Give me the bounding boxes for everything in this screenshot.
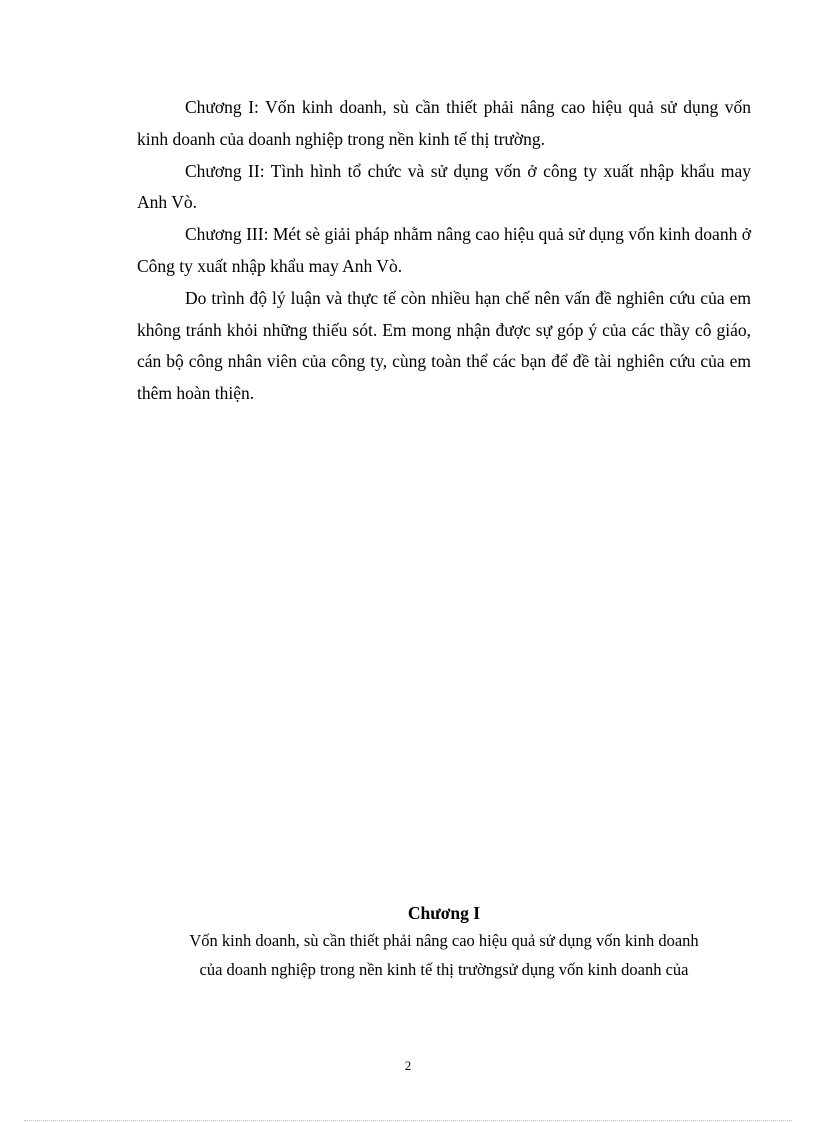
chapter-subtitle-line-1: Vốn kinh doanh, sù cần thiết phải nâng cao hiệu quả sử dụng vốn kinh doanh [189,931,699,950]
paragraph-closing-note: Do trình độ lý luận và thực tế còn nhiều hạn chế nên vấn đề nghiên cứu của em không tránh khỏi những thiếu sót. Em mong nhận được sự góp ý của các thầy cô giáo, cán bộ công nhân viên của công ty, cùng toàn thể các bạn để đề tài nghiên cứu của em thêm hoàn thiện. [137,287,751,404]
paragraph-chapter-3-summary: Chương III: Mét sè giải pháp nhằm nâng cao hiệu quả sử dụng vốn kinh doanh ở Công ty xuất nhập khẩu may Anh Vò. [137,224,751,276]
chapter-heading-block [137,900,751,984]
body-text [137,92,751,410]
chapter-subtitle-line-2: của doanh nghiệp trong nền kinh tế thị trườngsử dụng vốn kinh doanh của [199,960,689,979]
page-bottom-divider [24,1120,792,1121]
paragraph-chapter-2-summary: Chương II: Tình hình tổ chức và sử dụng vốn ở công ty xuất nhập khẩu may Anh Vò. [137,160,751,213]
page-number: 2 [404,1058,412,1073]
paragraph-chapter-1-summary: Chương I: Vốn kinh doanh, sù cần thiết phải nâng cao hiệu quả sử dụng vốn kinh doanh của doanh nghiệp trong nền kinh tế thị trường. [137,97,751,149]
chapter-title: Chương I [407,903,481,923]
